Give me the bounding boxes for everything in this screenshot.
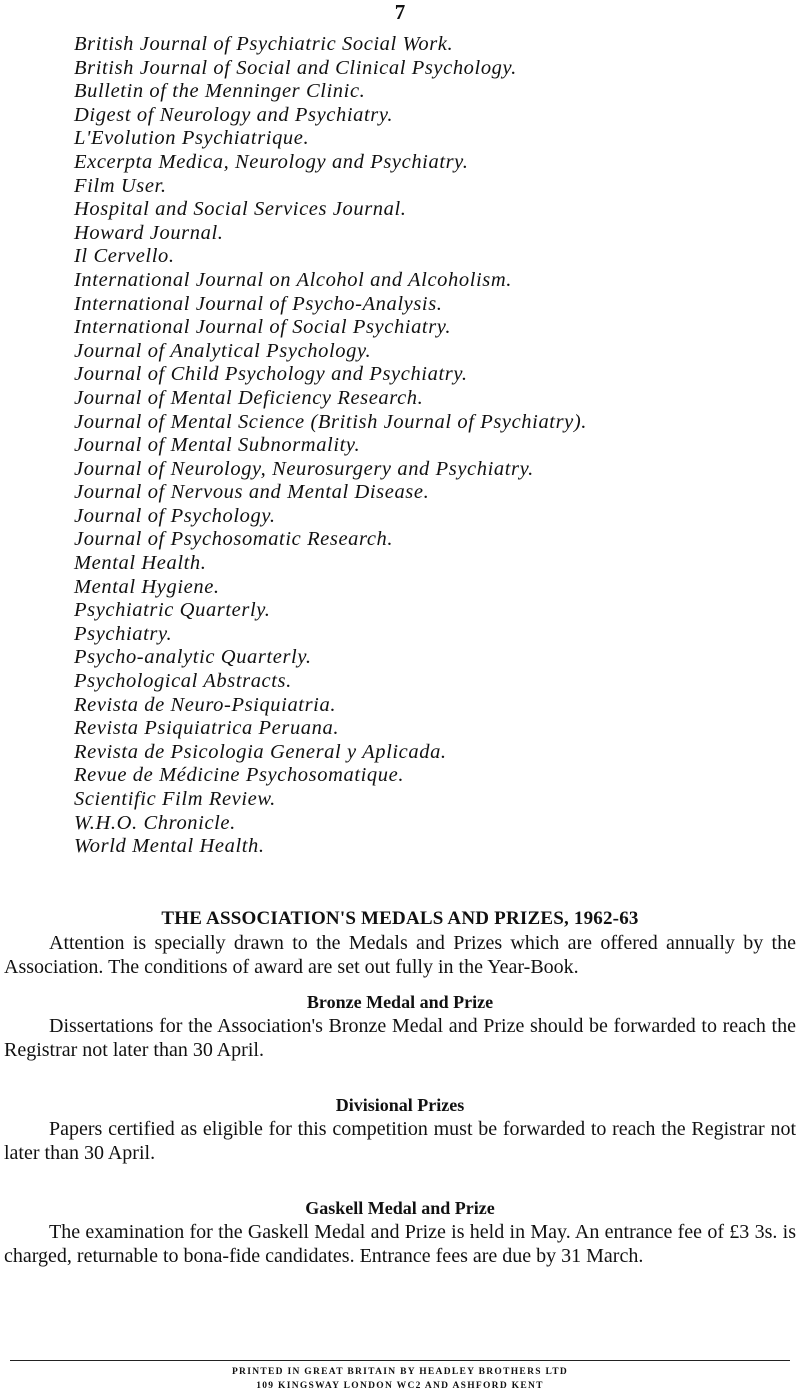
journal-item: Journal of Analytical Psychology. [74, 339, 372, 362]
footer-divider [10, 1360, 790, 1361]
journal-item: Digest of Neurology and Psychiatry. [74, 103, 394, 126]
journal-item: Psychological Abstracts. [74, 670, 292, 693]
journal-item: Revista de Neuro-Psiquiatria. [74, 693, 337, 716]
imprint-line-1: PRINTED IN GREAT BRITAIN BY HEADLEY BROTHERS LTD [231, 1367, 569, 1377]
printer-imprint [0, 1365, 800, 1393]
journal-item: World Mental Health. [74, 835, 265, 858]
journal-item: Il Cervello. [74, 245, 175, 268]
journal-item: Revista de Psicologia General y Aplicada. [74, 740, 447, 763]
journal-item: W.H.O. Chronicle. [74, 811, 236, 834]
journal-item: Bulletin of the Menninger Clinic. [74, 80, 366, 103]
bronze-heading: Bronze Medal and Prize [306, 992, 494, 1012]
journal-item: Revue de Médicine Psychosomatique. [74, 764, 405, 787]
journal-item: British Journal of Psychiatric Social Work. [74, 33, 454, 55]
intro-paragraph: Attention is specially drawn to the Medals and Prizes which are offered annually by the Association. The conditions of award are set out fully in the Year-Book. [4, 932, 796, 978]
journal-item: Psycho-analytic Quarterly. [74, 646, 312, 669]
journal-item: Howard Journal. [74, 221, 224, 244]
journal-item: Excerpta Medica, Neurology and Psychiatry. [74, 150, 469, 173]
journal-item: Film User. [74, 174, 167, 197]
journal-item: Mental Hygiene. [74, 575, 220, 598]
imprint-line-2: 109 KINGSWAY LONDON WC2 AND ASHFORD KENT [256, 1381, 544, 1391]
page-number: 7 [394, 0, 406, 24]
journal-item: Psychiatric Quarterly. [74, 599, 271, 622]
gaskell-heading: Gaskell Medal and Prize [305, 1198, 495, 1218]
journal-item: International Journal on Alcohol and Alcoholism. [74, 268, 513, 291]
divisional-heading: Divisional Prizes [335, 1095, 465, 1115]
medals-section [0, 906, 800, 1268]
journal-item: Journal of Neurology, Neurosurgery and Psychiatry. [74, 457, 534, 480]
bronze-paragraph: Dissertations for the Association's Bronze Medal and Prize should be forwarded to reach the Registrar not later than 30 April. [4, 1015, 796, 1061]
journal-item: Scientific Film Review. [74, 788, 276, 810]
journal-item: Mental Health. [74, 552, 207, 575]
journal-item: Journal of Mental Science (British Journal of Psychiatry). [74, 410, 588, 433]
journal-item: Hospital and Social Services Journal. [74, 198, 407, 221]
journal-item: Revista Psiquiatrica Peruana. [74, 717, 340, 740]
journal-item: Journal of Mental Deficiency Research. [74, 386, 424, 409]
journal-item: International Journal of Psycho-Analysis. [74, 292, 443, 315]
section-title: THE ASSOCIATION'S MEDALS AND PRIZES, 1962-63 [161, 908, 639, 929]
journal-item: Psychiatry. [74, 622, 173, 645]
journal-list [74, 33, 774, 859]
divisional-paragraph: Papers certified as eligible for this competition must be forwarded to reach the Registrar not later than 30 April. [4, 1118, 796, 1164]
gaskell-paragraph: The examination for the Gaskell Medal and Prize is held in May. An entrance fee of £3 3s. is charged, returnable to bona-fide candidates. Entrance fees are due by 31 March. [4, 1221, 796, 1267]
journal-item: International Journal of Social Psychiatry. [74, 316, 452, 339]
journal-item: L'Evolution Psychiatrique. [74, 127, 310, 150]
journal-item: British Journal of Social and Clinical Psychology. [74, 56, 517, 79]
journal-item: Journal of Child Psychology and Psychiatry. [74, 363, 468, 386]
journal-item: Journal of Nervous and Mental Disease. [74, 481, 430, 504]
journal-item: Journal of Psychosomatic Research. [74, 528, 394, 551]
journal-item: Journal of Mental Subnormality. [74, 434, 361, 457]
journal-item: Journal of Psychology. [74, 504, 276, 527]
